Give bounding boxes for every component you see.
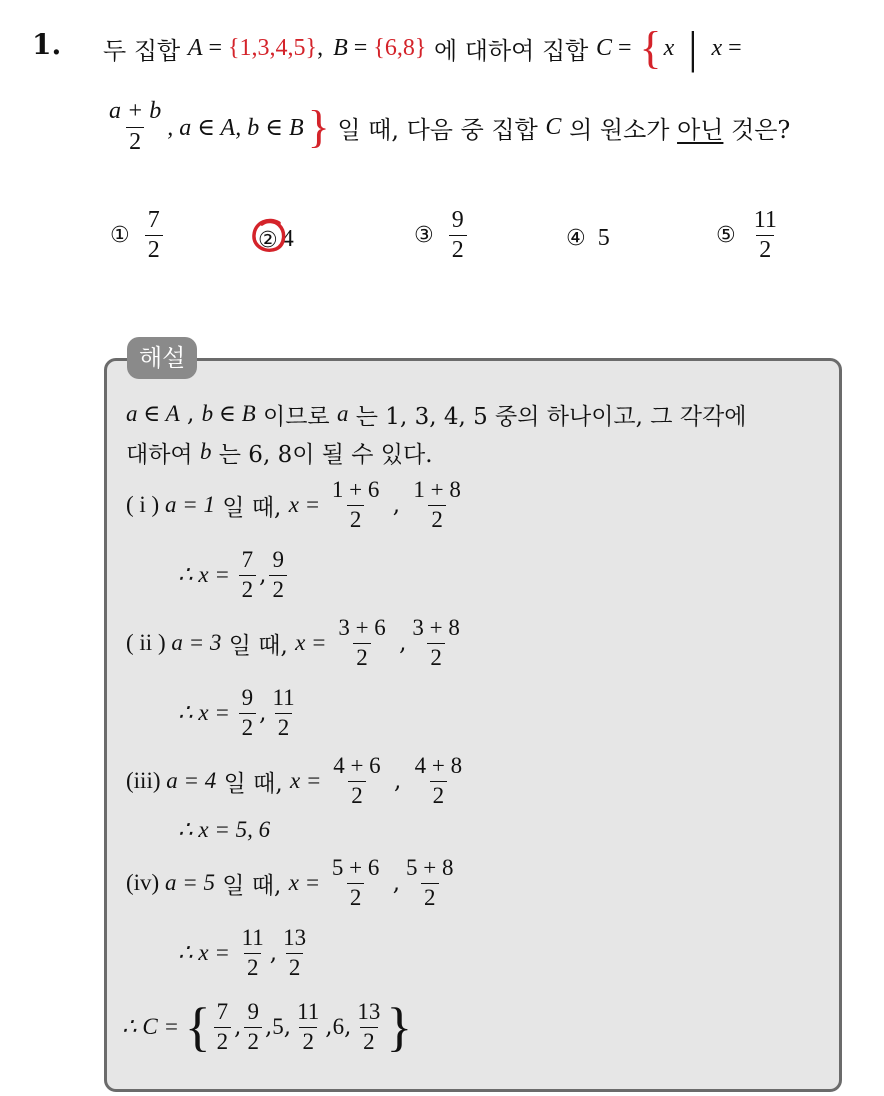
solution-text: 일 때,: [216, 770, 290, 797]
fraction: [269, 548, 287, 601]
var-x: x: [711, 34, 723, 61]
right-brace: }: [307, 101, 330, 152]
fraction: [410, 478, 463, 531]
set-a-elements: {1,3,4,5}: [228, 34, 318, 61]
fraction: [280, 926, 309, 979]
choice-5[interactable]: [716, 208, 783, 263]
case-label: ( i ): [126, 492, 165, 517]
numerator: 13: [283, 925, 307, 951]
x-equals: x =: [288, 492, 326, 517]
var-b: b: [199, 439, 212, 464]
fraction: [244, 1000, 262, 1053]
denominator: 2: [275, 713, 293, 740]
comma: ,: [283, 1014, 292, 1040]
numerator: 11: [297, 999, 320, 1025]
x-equals: x =: [295, 630, 333, 655]
question-text: 두 집합: [103, 36, 188, 65]
choice-marker: ③: [414, 223, 434, 249]
element-5: 5: [272, 1014, 284, 1039]
choice-marker: ④: [566, 226, 586, 251]
numerator: 5 + 8: [406, 855, 454, 881]
therefore-x-result: ∴ x = 5, 6: [178, 817, 271, 842]
fraction: [239, 926, 267, 979]
equals: =: [202, 34, 229, 61]
numerator: 9: [272, 547, 284, 573]
numerator: 3 + 6: [338, 615, 386, 641]
fraction: [329, 478, 382, 531]
question-text: 의 원소가: [561, 115, 678, 144]
set-c-name: C: [545, 113, 562, 140]
numerator: 9: [451, 207, 464, 233]
denominator: 2: [126, 127, 144, 155]
comma: ,: [264, 1014, 273, 1040]
fraction: [409, 616, 462, 669]
choice-4[interactable]: [566, 225, 610, 252]
separator: ,: [385, 492, 408, 518]
set-a-name: A: [187, 34, 203, 61]
element-6: 6: [332, 1014, 345, 1039]
denominator: 2: [269, 575, 287, 602]
b-in-B: b ∈ B: [201, 401, 256, 426]
case-result: [178, 814, 270, 846]
choice-marker: ⑤: [716, 223, 736, 249]
therefore-x: ∴ x =: [178, 940, 236, 965]
separator: ,: [391, 630, 407, 656]
separator: ,: [386, 768, 409, 794]
solution-intro-line-2: [126, 436, 433, 468]
denominator: 2: [428, 505, 446, 532]
solution-text: 일 때,: [215, 494, 289, 521]
fraction: [330, 754, 383, 807]
set-b-name: B: [333, 34, 348, 61]
separator: ,: [259, 700, 267, 726]
a-in-A: a ∈ A: [126, 401, 180, 426]
solution-tab: 해설: [127, 337, 197, 379]
var-a: a: [336, 401, 349, 426]
separator: ,: [385, 870, 401, 896]
numerator: 7: [147, 207, 160, 233]
numerator: 11: [753, 207, 777, 233]
case-condition: a = 4: [166, 768, 217, 793]
denominator: 2: [347, 505, 365, 532]
solution-text: 일 때,: [215, 872, 289, 899]
case-result: [178, 922, 312, 984]
question-text: 에 대하여 집합: [426, 36, 596, 65]
choice-value: 5: [597, 225, 610, 251]
denominator: 2: [299, 1027, 317, 1054]
question-text: 일 때, 다음 중 집합: [329, 115, 546, 144]
fraction: [329, 856, 382, 909]
denominator: 2: [348, 781, 366, 808]
numerator: 3 + 8: [412, 615, 460, 641]
fraction: [354, 1000, 383, 1053]
final-answer: [122, 994, 412, 1060]
numerator: 9: [241, 685, 254, 711]
fraction-a-plus-b: [106, 99, 164, 154]
set-b-elements: {6,8}: [373, 34, 427, 61]
case-label: (iv): [126, 870, 165, 895]
numerator: 9: [247, 999, 259, 1025]
fraction: [412, 754, 465, 807]
denominator: 2: [427, 643, 445, 670]
case-result: [178, 544, 290, 606]
red-circle-mark-icon: [249, 216, 289, 256]
choice-fraction: [449, 208, 467, 263]
case-label: (iii): [126, 768, 167, 793]
fraction: [269, 686, 297, 739]
underlined-not: 아닌: [677, 115, 724, 144]
comma: ,: [317, 34, 324, 61]
therefore-c: ∴ C =: [122, 1014, 185, 1039]
denominator: 2: [244, 1027, 262, 1054]
x-equals: x =: [288, 870, 326, 895]
question-text: 것은?: [723, 115, 791, 144]
denominator: 2: [360, 1027, 378, 1054]
comma: ,: [325, 1014, 333, 1040]
choice-1[interactable]: [110, 208, 166, 263]
choice-marker: ②: [258, 228, 278, 253]
denominator: 2: [286, 953, 304, 980]
fraction: [214, 1000, 232, 1053]
solution-text: 는 6, 8이 될 수 있다.: [211, 441, 433, 468]
choice-fraction: [145, 208, 163, 263]
denominator: 2: [430, 781, 448, 808]
numerator: 13: [357, 999, 381, 1025]
var-x: x: [663, 34, 675, 61]
choice-3[interactable]: [414, 208, 470, 263]
case-condition: a = 1: [164, 492, 215, 517]
condition: , a ∈ A, b ∈ B: [167, 114, 304, 141]
numerator: 7: [241, 547, 254, 573]
choice-fraction: [751, 208, 780, 263]
x-equals: x =: [289, 768, 328, 793]
numerator: 1 + 8: [413, 477, 461, 503]
case-line: [126, 750, 468, 812]
equals: =: [722, 34, 742, 61]
therefore-x: ∴ x =: [178, 562, 236, 587]
question-number: 1.: [32, 28, 62, 61]
denominator: 2: [244, 953, 262, 980]
denominator: 2: [449, 235, 467, 263]
numerator: a + b: [109, 98, 162, 125]
numerator: 11: [272, 685, 295, 711]
selected-marker-wrap: [258, 225, 282, 253]
separator: ,: [259, 562, 267, 588]
solution-text: 이므로: [255, 403, 337, 430]
denominator: 2: [756, 235, 774, 263]
choice-marker: ①: [110, 223, 130, 249]
question-line-1: [103, 22, 742, 73]
choice-2[interactable]: [258, 225, 294, 253]
case-line: [126, 612, 466, 674]
denominator: 2: [145, 235, 163, 263]
numerator: 1 + 6: [331, 477, 380, 503]
solution-text: 는 1, 3, 4, 5 중의 하나이고, 그 각각에: [348, 403, 747, 430]
left-brace: {: [184, 997, 211, 1057]
numerator: 5 + 6: [331, 855, 380, 881]
therefore-x: ∴ x =: [178, 700, 236, 725]
fraction: [239, 686, 257, 739]
numerator: 4 + 8: [414, 753, 463, 779]
denominator: 2: [239, 575, 257, 602]
denominator: 2: [214, 1027, 232, 1054]
fraction: [335, 616, 388, 669]
case-line: [126, 852, 460, 914]
denominator: 2: [421, 883, 439, 910]
case-condition: a = 5: [164, 870, 215, 895]
separator: ,: [179, 401, 202, 427]
numerator: 4 + 6: [333, 753, 381, 779]
case-condition: a = 3: [171, 630, 222, 655]
separator: ,: [269, 940, 278, 966]
fraction: [239, 548, 257, 601]
left-brace: {: [639, 22, 662, 73]
case-result: [178, 682, 301, 744]
set-builder-bar: |: [688, 22, 698, 73]
fraction: [294, 1000, 322, 1053]
solution-intro-line-1: [126, 398, 746, 430]
case-line: [126, 474, 467, 536]
question-line-2: [103, 97, 790, 157]
fraction: [403, 856, 456, 909]
numerator: 7: [216, 999, 229, 1025]
comma: ,: [344, 1014, 352, 1040]
choice-value: 4: [281, 225, 294, 252]
right-brace: }: [386, 997, 413, 1057]
set-c-name: C: [595, 34, 612, 61]
equals: =: [347, 34, 374, 61]
denominator: 2: [239, 713, 257, 740]
numerator: 11: [241, 925, 264, 951]
case-label: ( ii ): [126, 630, 172, 655]
solution-text: 일 때,: [221, 632, 296, 659]
solution-text: 대하여: [126, 441, 200, 468]
denominator: 2: [353, 643, 371, 670]
equals: =: [611, 34, 638, 61]
comma: ,: [234, 1014, 242, 1040]
denominator: 2: [347, 883, 365, 910]
